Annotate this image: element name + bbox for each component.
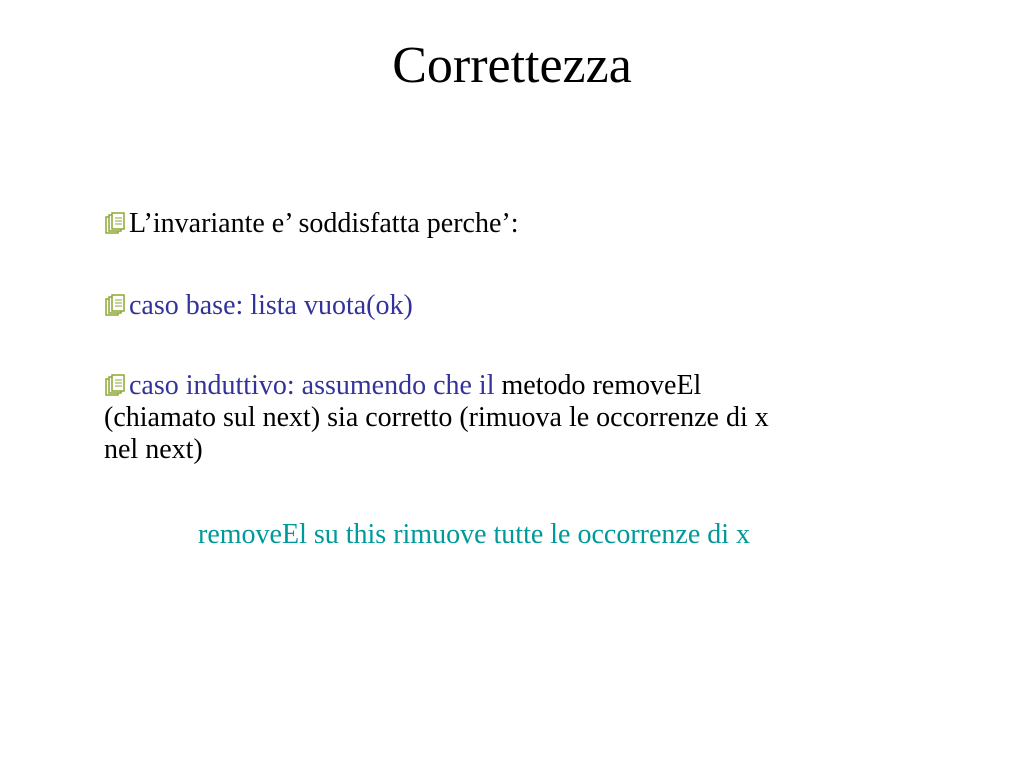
- bullet-base-case: [104, 290, 924, 322]
- conclusion-text: removeEl su this rimuove tutte le occorrenze di x: [198, 519, 751, 550]
- book-pages-icon: [104, 211, 128, 235]
- book-pages-icon: [104, 293, 128, 317]
- bullet-text-line2: (chiamato sul next) sia corretto (rimuova le occorrenze di x: [104, 402, 769, 433]
- bullet-invariant: [104, 208, 924, 240]
- bullet-highlight: caso induttivo: assumendo che il: [129, 370, 495, 401]
- bullet-inductive-case: [104, 370, 924, 466]
- slide-title: Correttezza: [392, 37, 632, 94]
- bullet-text-line1: metodo removeEl: [494, 370, 702, 401]
- book-pages-icon: [104, 373, 128, 397]
- bullet-text: L’invariante e’ soddisfatta perche’:: [129, 208, 519, 239]
- bullet-text-line3: nel next): [104, 434, 203, 465]
- bullet-text: caso base: lista vuota(ok): [129, 290, 413, 321]
